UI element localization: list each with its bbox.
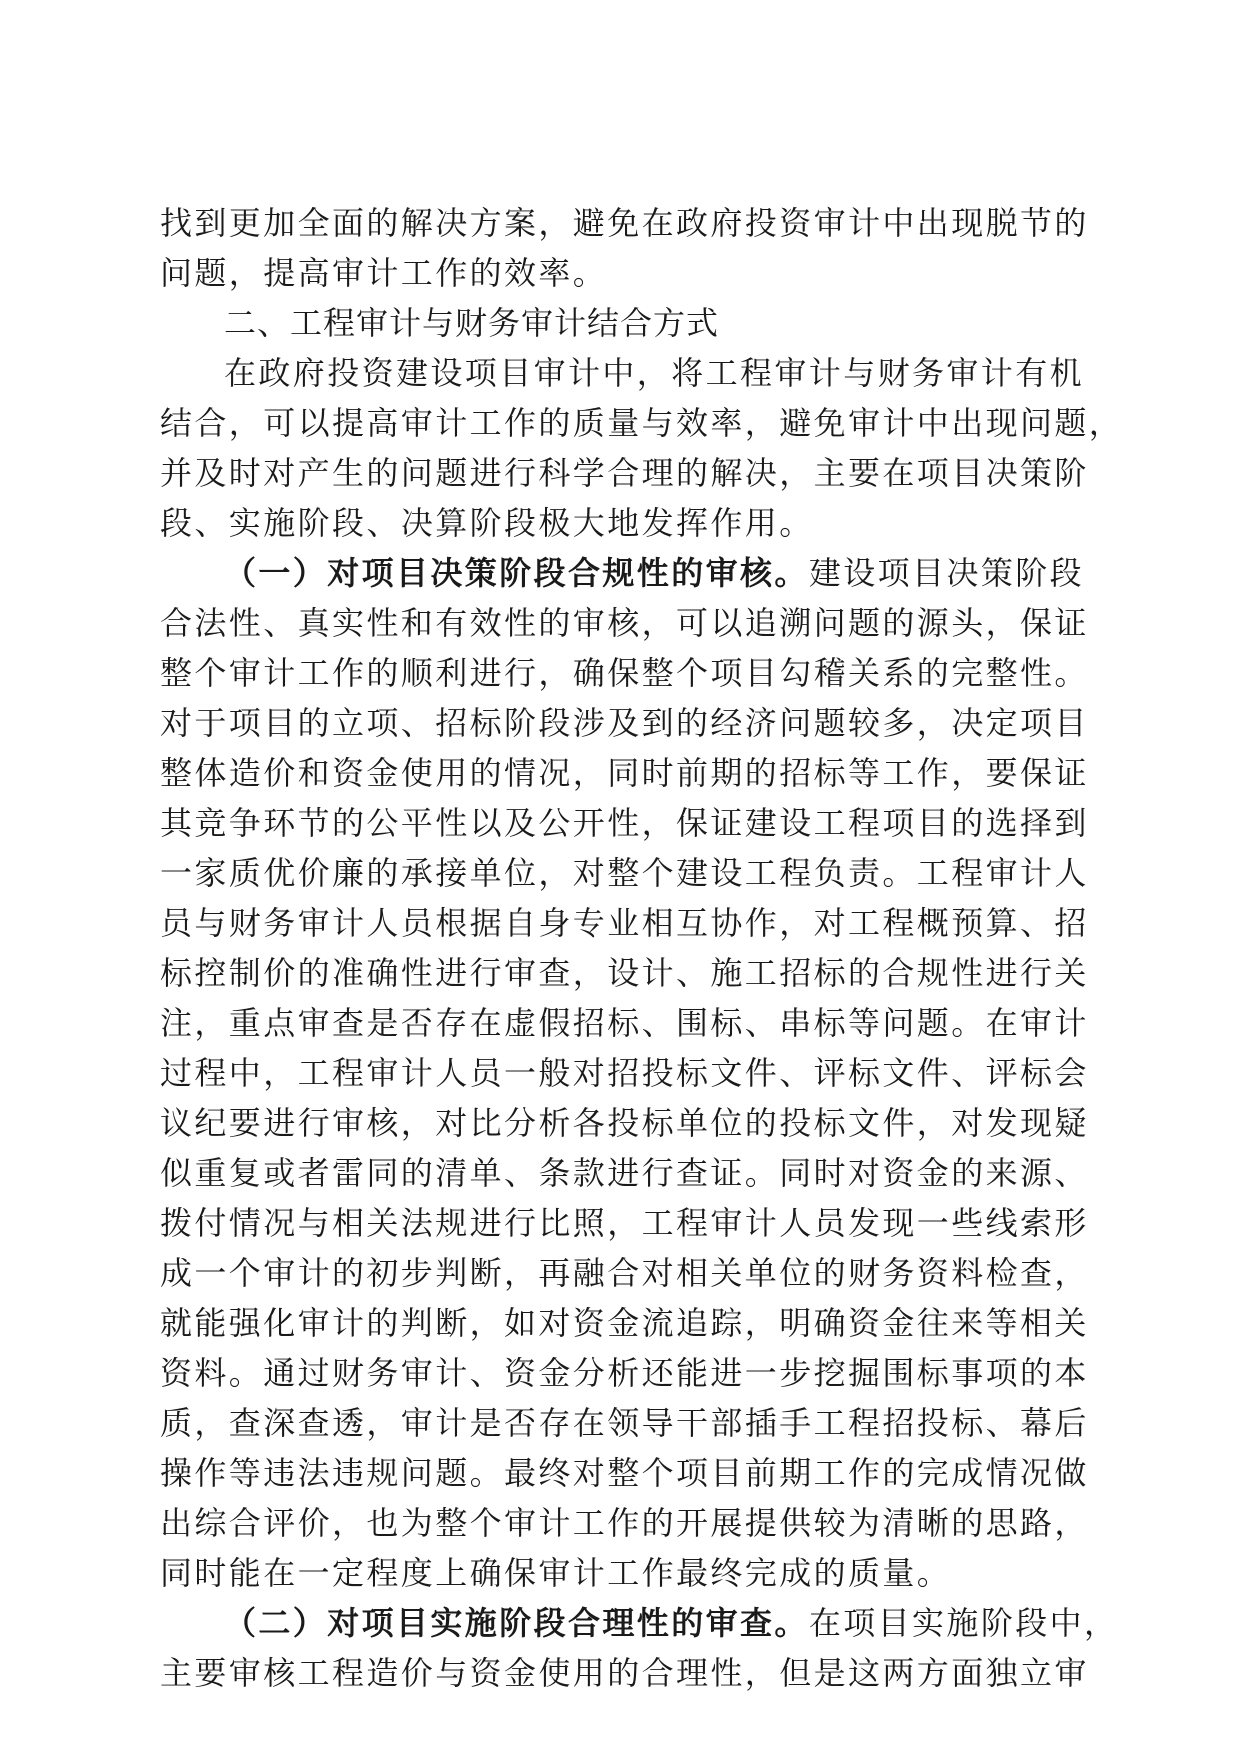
subsection-1-line: 操作等违法违规问题。最终对整个项目前期工作的完成情况做: [160, 1454, 1089, 1492]
subsection-1-line: 质，查深查透，审计是否存在领导干部插手工程招投标、幕后: [160, 1404, 1089, 1442]
subsection-1-line: 一家质优价廉的承接单位，对整个建设工程负责。工程审计人: [160, 854, 1089, 892]
subsection-1-line: 整体造价和资金使用的情况，同时前期的招标等工作，要保证: [160, 754, 1089, 792]
subsection-1-line: 合法性、真实性和有效性的审核，可以追溯问题的源头，保证: [160, 604, 1089, 642]
subsection-1-line: 拨付情况与相关法规进行比照，工程审计人员发现一些线索形: [160, 1204, 1089, 1242]
subsection-1-first-line-rest: 建设项目决策阶段: [808, 554, 1085, 592]
subsection-1-line: 成一个审计的初步判断，再融合对相关单位的财务资料检查，: [160, 1254, 1089, 1292]
section-intro-line-2: 结合，可以提高审计工作的质量与效率，避免审计中出现问题，: [160, 404, 1124, 442]
subsection-1-line: 标控制价的准确性进行审查，设计、施工招标的合规性进行关: [160, 954, 1089, 992]
section-intro-line-3: 并及时对产生的问题进行科学合理的解决，主要在项目决策阶: [160, 454, 1089, 492]
subsection-1-line: 出综合评价，也为整个审计工作的开展提供较为清晰的思路，: [160, 1504, 1089, 1542]
subsection-1-line: 注，重点审查是否存在虚假招标、围标、串标等问题。在审计: [160, 1004, 1089, 1042]
subsection-2-first-line-rest: 在项目实施阶段中，: [808, 1604, 1119, 1642]
section-heading: 二、工程审计与财务审计结合方式: [224, 304, 720, 342]
subsection-1-line: 其竞争环节的公平性以及公开性，保证建设工程项目的选择到: [160, 804, 1089, 842]
subsection-1-line: 就能强化审计的判断，如对资金流追踪，明确资金往来等相关: [160, 1304, 1089, 1342]
section-intro-line-4: 段、实施阶段、决算阶段极大地发挥作用。: [160, 504, 814, 542]
section-intro-line-1: 在政府投资建设项目审计中，将工程审计与财务审计有机: [224, 354, 1085, 392]
subsection-1-line: 似重复或者雷同的清单、条款进行查证。同时对资金的来源、: [160, 1154, 1089, 1192]
intro-line-1: 找到更加全面的解决方案，避免在政府投资审计中出现脱节的: [160, 204, 1089, 242]
subsection-1-line: 过程中，工程审计人员一般对招投标文件、评标文件、评标会: [160, 1054, 1089, 1092]
subsection-1-line: 议纪要进行审核，对比分析各投标单位的投标文件，对发现疑: [160, 1104, 1089, 1142]
intro-line-2: 问题，提高审计工作的效率。: [160, 254, 608, 292]
subsection-1-line: 对于项目的立项、招标阶段涉及到的经济问题较多，决定项目: [160, 704, 1089, 742]
subsection-1-title: （一）对项目决策阶段合规性的审核。: [224, 554, 809, 592]
subsection-1-first-line: [224, 548, 1085, 598]
subsection-1-line: 整个审计工作的顺利进行，确保整个项目勾稽关系的完整性。: [160, 654, 1089, 692]
subsection-1-line: 员与财务审计人员根据自身专业相互协作，对工程概预算、招: [160, 904, 1089, 942]
subsection-2-first-line: [224, 1598, 1119, 1648]
subsection-1-line: 资料。通过财务审计、资金分析还能进一步挖掘围标事项的本: [160, 1354, 1089, 1392]
subsection-1-line: 同时能在一定程度上确保审计工作最终完成的质量。: [160, 1554, 952, 1592]
subsection-2-line: 主要审核工程造价与资金使用的合理性，但是这两方面独立审: [160, 1654, 1089, 1692]
subsection-2-title: （二）对项目实施阶段合理性的审查。: [224, 1604, 809, 1642]
